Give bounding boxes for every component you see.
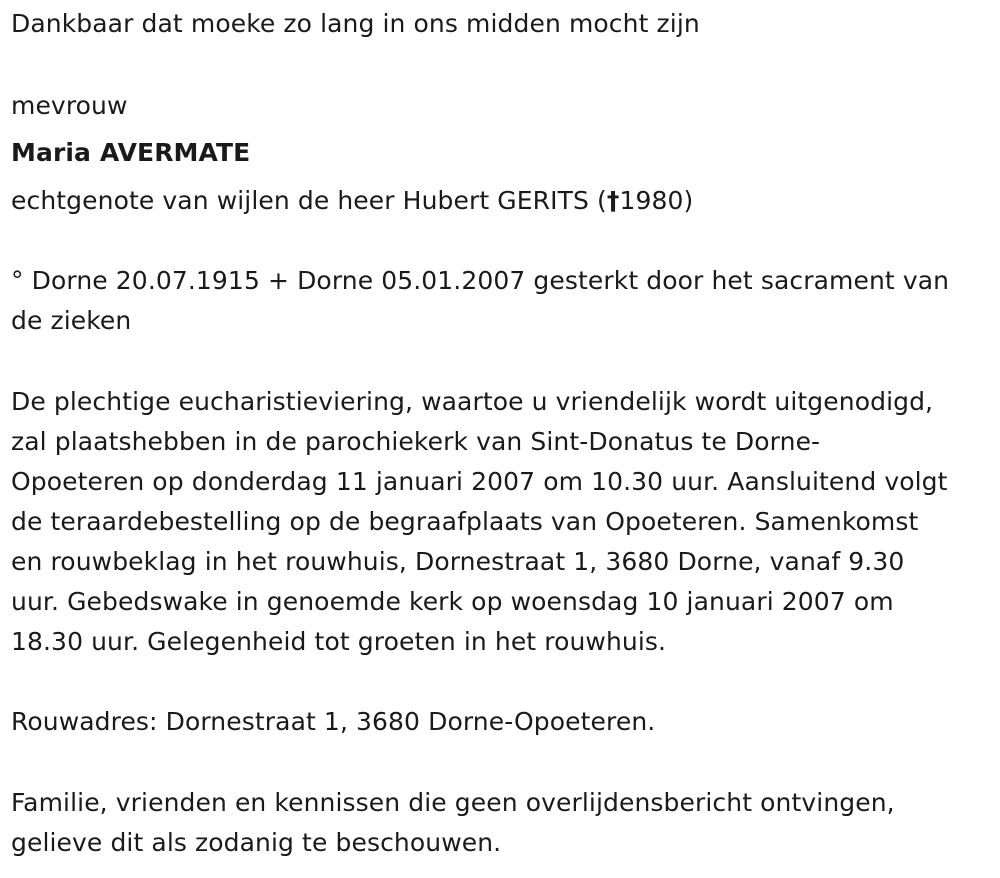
intro-line: Dankbaar dat moeke zo lang in ons midden mocht zijn	[11, 9, 700, 38]
closing-line-2: gelieve dit als zodanig te beschouwen.	[11, 828, 502, 857]
ceremony-line-6: uur. Gebedswake in genoemde kerk op woensdag 10 januari 2007 om	[11, 587, 894, 616]
spouse-text-after: 1980)	[619, 186, 694, 215]
mourning-address: Rouwadres: Dornestraat 1, 3680 Dorne-Opoeteren.	[11, 707, 656, 736]
ceremony-line-5: en rouwbeklag in het rouwhuis, Dornestraat 1, 3680 Dorne, vanaf 9.30	[11, 547, 905, 576]
cross-icon: †	[606, 186, 620, 215]
spouse-line	[11, 181, 693, 221]
dates-line-1: ° Dorne 20.07.1915 + Dorne 05.01.2007 gesterkt door het sacrament van	[11, 266, 950, 295]
dates-line-2: de zieken	[11, 306, 132, 335]
ceremony-line-4: de teraardebestelling op de begraafplaats van Opoeteren. Samenkomst	[11, 507, 919, 536]
spouse-text-before: echtgenote van wijlen de heer Hubert GERITS (	[11, 186, 607, 215]
title-prefix: mevrouw	[11, 91, 128, 120]
ceremony-line-7: 18.30 uur. Gelegenheid tot groeten in het rouwhuis.	[11, 627, 667, 656]
ceremony-line-2: zal plaatshebben in de parochiekerk van Sint-Donatus te Dorne-	[11, 427, 821, 456]
deceased-name: Maria AVERMATE	[11, 138, 251, 167]
ceremony-line-3: Opoeteren op donderdag 11 januari 2007 om 10.30 uur. Aansluitend volgt	[11, 467, 948, 496]
closing-line-1: Familie, vrienden en kennissen die geen overlijdensbericht ontvingen,	[11, 788, 895, 817]
ceremony-line-1: De plechtige eucharistieviering, waartoe u vriendelijk wordt uitgenodigd,	[11, 387, 934, 416]
